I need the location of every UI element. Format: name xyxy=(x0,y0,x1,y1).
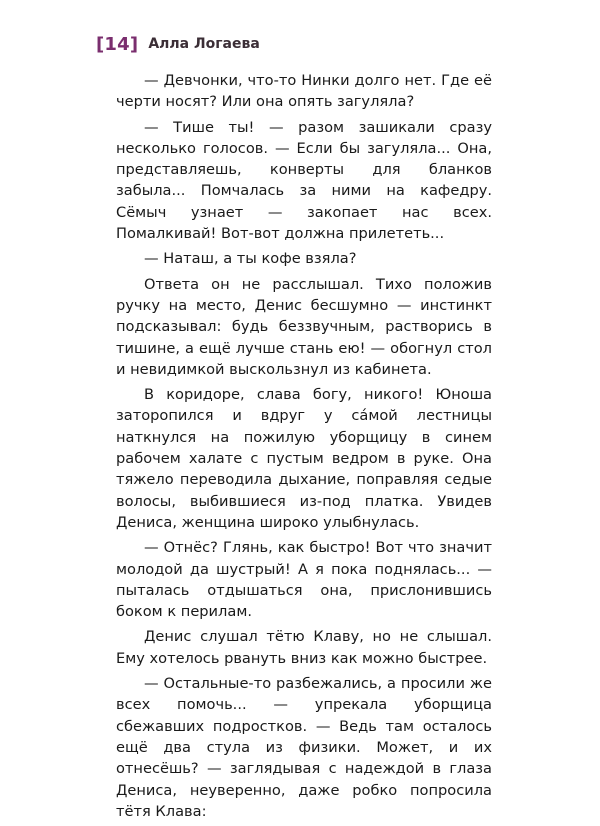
paragraph: — Остальные-то разбежались, а просили же всех помочь... — упрекала уборщица сбежавших подростков. — Ведь там осталось ещё два стула из физики. Может, и их отнесёшь? — заглядывая с надеждой в глаза Дениса, неуверенно, даже робко попросила тётя Клава: xyxy=(116,675,492,820)
paragraph: — Тише ты! — разом зашикали сразу несколько голосов. — Если бы загуляла... Она, представляешь, конверты для бланков забыла... Помчалась за ними на кафедру. Сёмыч узнает — закопает нас всех. Помалкивай! Вот-вот должна прилететь... xyxy=(116,118,492,243)
paragraph: Ответа он не расслышал. Тихо положив ручку на место, Денис бесшумно — инстинкт подсказывал: будь беззвучным, растворись в тишине, а ещё лучше стань ею! — обогнул стол и невидимкой выскользнул из кабинета. xyxy=(116,275,492,378)
paragraph: В коридоре, слава богу, никого! Юноша заторопился и вдруг у са́мой лестницы наткнулся на пожилую уборщицу в синем рабочем халате с пустым ведром в руке. Она тяжело переводила дыхание, поправляя седые волосы, выбившиеся из-под платка. Увидев Дениса, женщина широко улыбнулась. xyxy=(116,386,492,531)
paragraph: — Наташ, а ты кофе взяла? xyxy=(144,250,357,268)
author-name: Алла Логаева xyxy=(148,36,260,52)
page-number: [14] xyxy=(96,33,139,55)
paragraph: — Отнёс? Глянь, как быстро! Вот что значит молодой да шустрый! А я пока поднялась... — пыталась отдышаться она, прислонившись боком к перилам. xyxy=(116,539,492,621)
running-header xyxy=(96,30,260,58)
body-text xyxy=(116,70,492,826)
paragraph: — Девчонки, что-то Нинки долго нет. Где её черти носят? Или она опять загуляла? xyxy=(116,72,492,111)
paragraph: Денис слушал тётю Клаву, но не слышал. Ему хотелось рвануть вниз как можно быстрее. xyxy=(116,628,492,667)
